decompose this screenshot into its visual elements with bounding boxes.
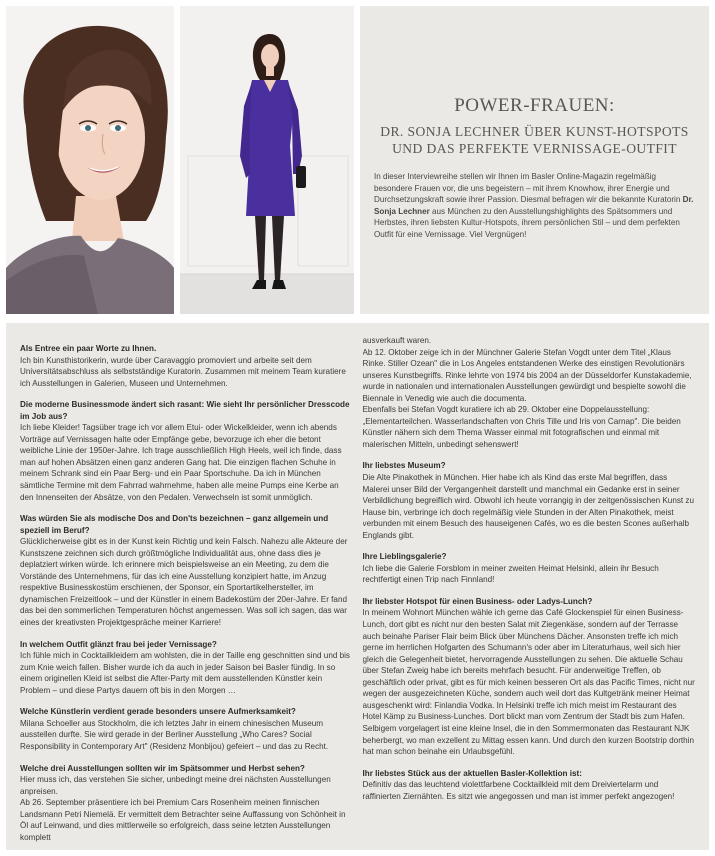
answer-dos-donts: Glücklicherweise gibt es in der Kunst kein Richtig und kein Falsch. Nahezu alle Akteure der Kunstszene zeichnen sich durch größtmögliche Individualität aus, ohne dass dies je deplatziert wirken würde. Ich erinnere mich beispielsweise an ein Meeting, zu dem die Vorstände des Unternehmens, für das ich eine Ausstellung konzipiert hatte, im Anzug respektive Businesskostüm erschienen, der Sponsor, ein Sportartikelhersteller, im dynamischen Freizeitlook – und der Künstler in einem Badekostüm der 20er-Jahre. Er fand das bei den sommerlichen Temperaturen höchst angemessen. Was soll ich sagen, das war eines der kreativsten Projektgespräche meiner Karriere! <box>20 537 348 628</box>
answer-museum: Die Alte Pinakothek in München. Hier habe ich als Kind das erste Mal begriffen, dass Malerei unser Bild der Vergangenheit darstellt und manchmal ein Gedanke erst in seiner Verbildlichung begreiflich wird. Obwohl ich heute vorrangig in der zeitgenössischen Kunst zu Hause bin, verbringe ich doch regelmäßig viele Stunden in der Alten Pinakothek, meist verbunden mit einem Besuch des hauseigenen Cafés, wo es die besten Scones außerhalb Englands gibt. <box>362 473 695 540</box>
question-exhibitions: Welche drei Ausstellungen sollten wir im Spätsommer und Herbst sehen? <box>20 763 305 773</box>
question-intro: Als Entree ein paar Worte zu Ihnen. <box>20 344 157 353</box>
intro-curator-name: Dr. Sonja Lechner <box>374 195 694 216</box>
interview-column-left <box>20 335 353 842</box>
intro-text-part-2: aus München zu den Ausstellungshighlights des Spätsommers und Herbstes, ihren liebsten Kultur-Hotspots, ihrem persönlichen Stil – und dem perfekten Outfit für eine Vernissage. Viel Vergnügen! <box>374 206 680 239</box>
interview-column-right <box>363 335 696 842</box>
portrait-image <box>6 6 174 314</box>
question-dos-donts: Was würden Sie als modische Dos and Don'ts bezeichnen – ganz allgemein und speziell im Beruf? <box>20 514 329 535</box>
answer-artist: Milana Schoeller aus Stockholm, die ich letztes Jahr in einem chinesischen Museum ausstellen durfte. Sie wird gerade in der Berliner Ausstellung „Who Cares? Social Responsibility in Contemporary Art" (Residenz Monbijou) gefeiert – und das zu Recht. <box>20 718 329 751</box>
answer-vernissage-outfit: Ich fühle mich in Cocktailkleidern am wohlsten, die in der Taille eng geschnitten sind und bis zum Knie weich fallen. Bisher wurde ich da auch in jeder Saison bei Basler fündig. In so einem originellen Kleid ist selbst die After-Party mit dem ausstellenden Künstler kein Problem – und diese Partys dauern oft bis in den Morgen … <box>20 651 350 695</box>
answer-exhibitions: Hier muss ich, das verstehen Sie sicher, unbedingt meine drei nächsten Ausstellungen anpreisen. <box>20 775 331 796</box>
intro-text-part-1: In dieser Interviewreihe stellen wir Ihnen im Basler Online-Magazin regelmäßig besondere Frauen vor, die uns begeistern – mit ihrem Knowhow, ihrer Energie und Durchsetzungskraft sowie ihrer Passion. Diesmal befragen wir die bekannte Kuratorin <box>374 172 683 205</box>
answer-exhibitions-rinke: Ab 12. Oktober zeige ich in der Münchner Galerie Stefan Vogdt unter dem Titel „Klaus Rinke. Stiller Ozean" die in Los Angeles entstandenen Werke des einstigen Revolutionärs unseres Kunstbegriffs. Rinke lehrte von 1974 bis 2004 an der Düsseldorfer Kunstakademie, wurde in nationalen und internationalen Ausstellungen gewürdigt und bespielte sowohl die Biennale in Venedig wie auch die documenta. <box>362 347 692 403</box>
interview-panel <box>6 323 709 850</box>
question-museum: Ihr liebstes Museum? <box>362 461 446 471</box>
portrait-photo <box>6 6 174 314</box>
answer-exhibitions-continued: Ab 26. September präsentiere ich bei Premium Cars Rosenheim meinen finnischen Landsmann Petri Niemelä. Er vermittelt dem Betrachter seine Auffassung von Schönheit in Öl auf Leinwand, und dies mittlerweile so erfolgreich, dass seine letzten Ausstellungen komplett <box>20 798 346 842</box>
answer-favorite-piece: Definitiv das das leuchtend violettfarbene Cocktailkleid mit dem Dreiviertelarm und raffinierten Ziernähten. Es sitzt wie angegossen und man ist immer perfekt angezogen! <box>362 780 675 801</box>
intro-paragraph <box>374 171 695 241</box>
question-vernissage-outfit: In welchem Outfit glänzt frau bei jeder Vernissage? <box>20 639 217 649</box>
question-dresscode: Die moderne Businessmode ändert sich rasant: Wie sieht Ihr persönlicher Dresscode im Job aus? <box>20 400 350 421</box>
answer-intro: Ich bin Kunsthistorikerin, wurde über Caravaggio promoviert und arbeite seit dem Universitätsabschluss als selbstständige Kuratorin. Zusammen mit meinem Team kuratiere ich Ausstellungen in Galerien, Museen und Unternehmen. <box>20 355 346 388</box>
intro-panel <box>360 6 709 314</box>
headline-title: POWER-FRAUEN: <box>454 95 615 116</box>
question-artist: Welche Künstlerin verdient gerade besonders unsere Aufmerksamkeit? <box>20 707 296 717</box>
answer-lunch-hotspot: In meinem Wohnort München wähle ich gerne das Café Glockenspiel für einen Business-Lunch, dort gibt es nicht nur den besten Salat mit Ziegenkäse, sondern auf der Terrasse auch beinahe Pariser Flair beim Blick über Münchens Dächer. Ansonsten treffe ich mich gerne im herrlichen Hofgarten des Schumann's oder aber im Literaturhaus, weil sich hier gleich die Gelegenheit bietet, hervorragende Ausstellungen zu sehen. Die aktuelle Schau über Stefan Zweig habe ich bereits mehrfach besucht. Für anderweitige Treffen, ob geschäftlich oder privat, gibt es für mich keinen besseren Ort als das Pacific Times, nicht nur wegen der ausgezeichneten Küche, sondern auch weil dort das Kultgetränk meiner Heimat ausgeschenkt wird: Finlandia Vodka. In Helsinki treffe ich mich meist im Restaurant des Hotel Kämp zu Business-Lunches. Dort blickt man vom Zentrum der Stadt bis zum Hafen. Selbigem vorgelagert ist eine kleine Insel, die in den Sommermonaten das Restaurant NJK beherbergt, wo man exzellent zu Mittag essen kann. Und durch den kurzen Bootstrip dorthin hat man schon beinahe ein Urlaubsgefühl. <box>362 608 695 757</box>
fullbody-photo <box>180 6 354 314</box>
answer-exhibitions-double: Ebenfalls bei Stefan Vogdt kuratiere ich ab 29. Oktober eine Doppelausstellung: „Elementarteilchen. Wasserlandschaften von Chris Tille und Iris von Carnap". Die beiden Künstler nähern sich dem Thema Wasser einmal mit fotografischen und einmal mit malerischen Mitteln, unbedingt sehenswert! <box>362 405 681 449</box>
answer-dresscode: Ich liebe Kleider! Tagsüber trage ich vor allem Etui- oder Wickelkleider, wenn ich abends Vorträge auf Vernissagen halte oder Empfänge gebe, bevorzuge ich eher die betont weibliche Linie der 1950er-Jahre. Ich trage ausschließlich High Heels, weil ich finde, dass man auf hohen Absätzen einen ganz anderen Gang hat. Die einzigen flachen Schuhe in meinem Schrank sind ein Paar Berg- und ein Paar Sportschuhe. Da ich in München sämtliche Termine mit dem Fahrrad wahrnehme, haben alle meine Pumps eine Kerbe an den Innenseiten der Absätze, von den Pedalen. Verwechseln ist somit unmöglich. <box>20 423 342 502</box>
headline-subtitle-line-1: DR. SONJA LECHNER ÜBER KUNST-HOTSPOTS <box>380 124 689 139</box>
headline-subtitle-line-2: UND DAS PERFEKTE VERNISSAGE-OUTFIT <box>392 141 677 156</box>
fullbody-image <box>180 6 354 314</box>
question-gallery: Ihre Lieblingsgalerie? <box>362 552 447 562</box>
question-lunch-hotspot: Ihr liebster Hotspot für einen Business- oder Ladys-Lunch? <box>362 596 593 606</box>
answer-gallery: Ich liebe die Galerie Forsblom in meiner zweiten Heimat Helsinki, allein ihr Besuch rechtfertigt einen Trip nach Finnland! <box>362 563 659 585</box>
answer-exhibitions-sold-out: ausverkauft waren. <box>362 336 432 345</box>
question-favorite-piece: Ihr liebstes Stück aus der aktuellen Basler-Kollektion ist: <box>362 768 582 778</box>
